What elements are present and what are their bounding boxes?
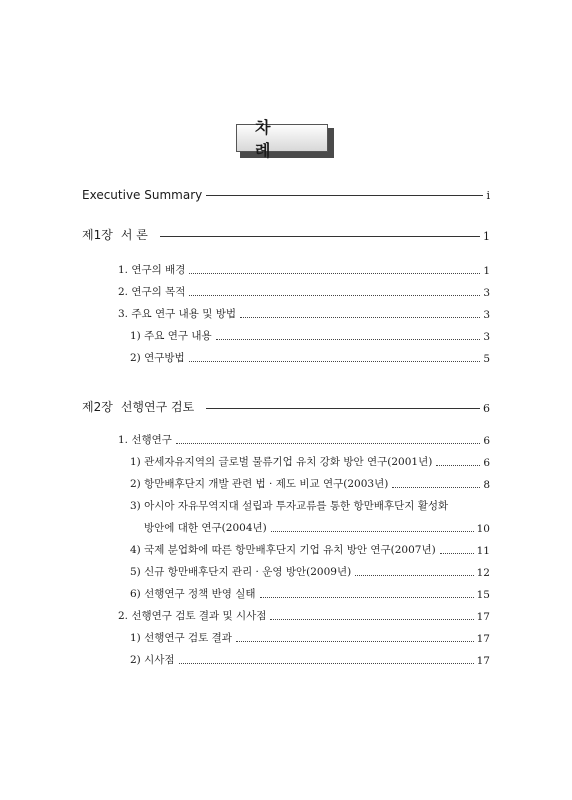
toc-label: 4) 국제 분업화에 따른 항만배후단지 기업 유치 방안 연구(2007년)	[130, 544, 436, 556]
page-number: 10	[476, 523, 490, 535]
page-number: 8	[483, 479, 490, 491]
page-number: 1	[483, 265, 490, 277]
leader-dots	[236, 641, 474, 642]
toc-label: 3. 주요 연구 내용 및 방법	[118, 308, 236, 320]
toc-label: 6) 선행연구 정책 반영 실태	[130, 588, 256, 600]
toc-label: 방안에 대한 연구(2004년)	[144, 522, 267, 534]
leader-dots	[270, 619, 473, 620]
toc-entry[interactable]	[130, 454, 490, 469]
toc-entry[interactable]	[130, 652, 490, 667]
toc-entry[interactable]	[130, 542, 490, 557]
toc-entry[interactable]	[130, 586, 490, 601]
toc-label: 1. 연구의 배경	[118, 264, 186, 276]
toc-entry-executive-summary[interactable]	[82, 188, 490, 202]
toc-entry[interactable]	[130, 476, 490, 491]
page-number: 17	[476, 611, 490, 623]
toc-entry-continued[interactable]	[130, 498, 490, 513]
chapter-title: 선행연구 검토	[120, 400, 195, 414]
toc-label: 3) 아시아 자유무역지대 설립과 투자교류를 통한 항만배후단지 활성화	[130, 500, 449, 512]
toc-entry[interactable]	[118, 262, 490, 277]
leader-dots	[179, 663, 474, 664]
toc-entry[interactable]	[130, 630, 490, 645]
page-number: 6	[483, 402, 490, 415]
page-number: 3	[483, 331, 490, 343]
leader-dots	[440, 553, 474, 554]
toc-label: 2) 항만배후단지 개발 관련 법 · 제도 비교 연구(2003년)	[130, 478, 389, 490]
leader-dots	[260, 597, 474, 598]
toc-label: 2. 연구의 목적	[118, 286, 186, 298]
leader-dots	[271, 531, 474, 532]
page-number: 17	[476, 633, 490, 645]
toc-entry[interactable]	[130, 328, 490, 343]
page-number: 3	[483, 309, 490, 321]
leader-dots	[216, 339, 481, 340]
leader-dots	[436, 465, 480, 466]
page-number: 15	[476, 589, 490, 601]
leader-dots	[240, 317, 480, 318]
chapter-title: 서 론	[120, 228, 148, 242]
page-number: 3	[483, 287, 490, 299]
page-number: i	[486, 189, 490, 202]
toc-label	[82, 226, 156, 243]
leader-dots	[176, 443, 480, 444]
leader-line	[206, 408, 480, 409]
toc-label: 2) 연구방법	[130, 352, 185, 364]
toc-label: 1) 관세자유지역의 글로벌 물류기업 유치 강화 방안 연구(2001년)	[130, 456, 433, 468]
toc-label: 1) 주요 연구 내용	[130, 330, 212, 342]
page-number: 12	[476, 567, 490, 579]
toc-label	[82, 398, 202, 415]
leader-dots	[189, 295, 480, 296]
page-title: 차 례	[236, 124, 328, 152]
leader-dots	[392, 487, 480, 488]
page-number: 5	[483, 353, 490, 365]
toc-label: 1. 선행연구	[118, 434, 172, 446]
toc-entry-chapter-1[interactable]	[82, 226, 490, 243]
leader-dots	[189, 361, 481, 362]
page-number: 6	[483, 435, 490, 447]
chapter-number: 제1장	[82, 228, 113, 242]
page-number: 17	[476, 655, 490, 667]
toc-entry[interactable]	[118, 432, 490, 447]
page-number: 11	[476, 545, 490, 557]
toc-entry[interactable]	[118, 284, 490, 299]
toc-label: 2. 선행연구 검토 결과 및 시사점	[118, 610, 267, 622]
page-number: 1	[483, 230, 490, 243]
chapter-number: 제2장	[82, 400, 113, 414]
page-number: 6	[483, 457, 490, 469]
toc-entry-chapter-2[interactable]	[82, 398, 490, 415]
toc-entry[interactable]	[144, 520, 490, 535]
toc-entry[interactable]	[118, 608, 490, 623]
toc-entry[interactable]	[130, 350, 490, 365]
toc-entry[interactable]	[130, 564, 490, 579]
leader-line	[206, 195, 483, 196]
toc-label: Executive Summary	[82, 188, 203, 202]
toc-label: 1) 선행연구 검토 결과	[130, 632, 232, 644]
leader-dots	[189, 273, 480, 274]
toc-label: 2) 시사점	[130, 654, 175, 666]
toc-label: 5) 신규 항만배후단지 관리 · 운영 방안(2009년)	[130, 566, 352, 578]
leader-line	[160, 236, 480, 237]
leader-dots	[355, 575, 473, 576]
toc-entry[interactable]	[118, 306, 490, 321]
